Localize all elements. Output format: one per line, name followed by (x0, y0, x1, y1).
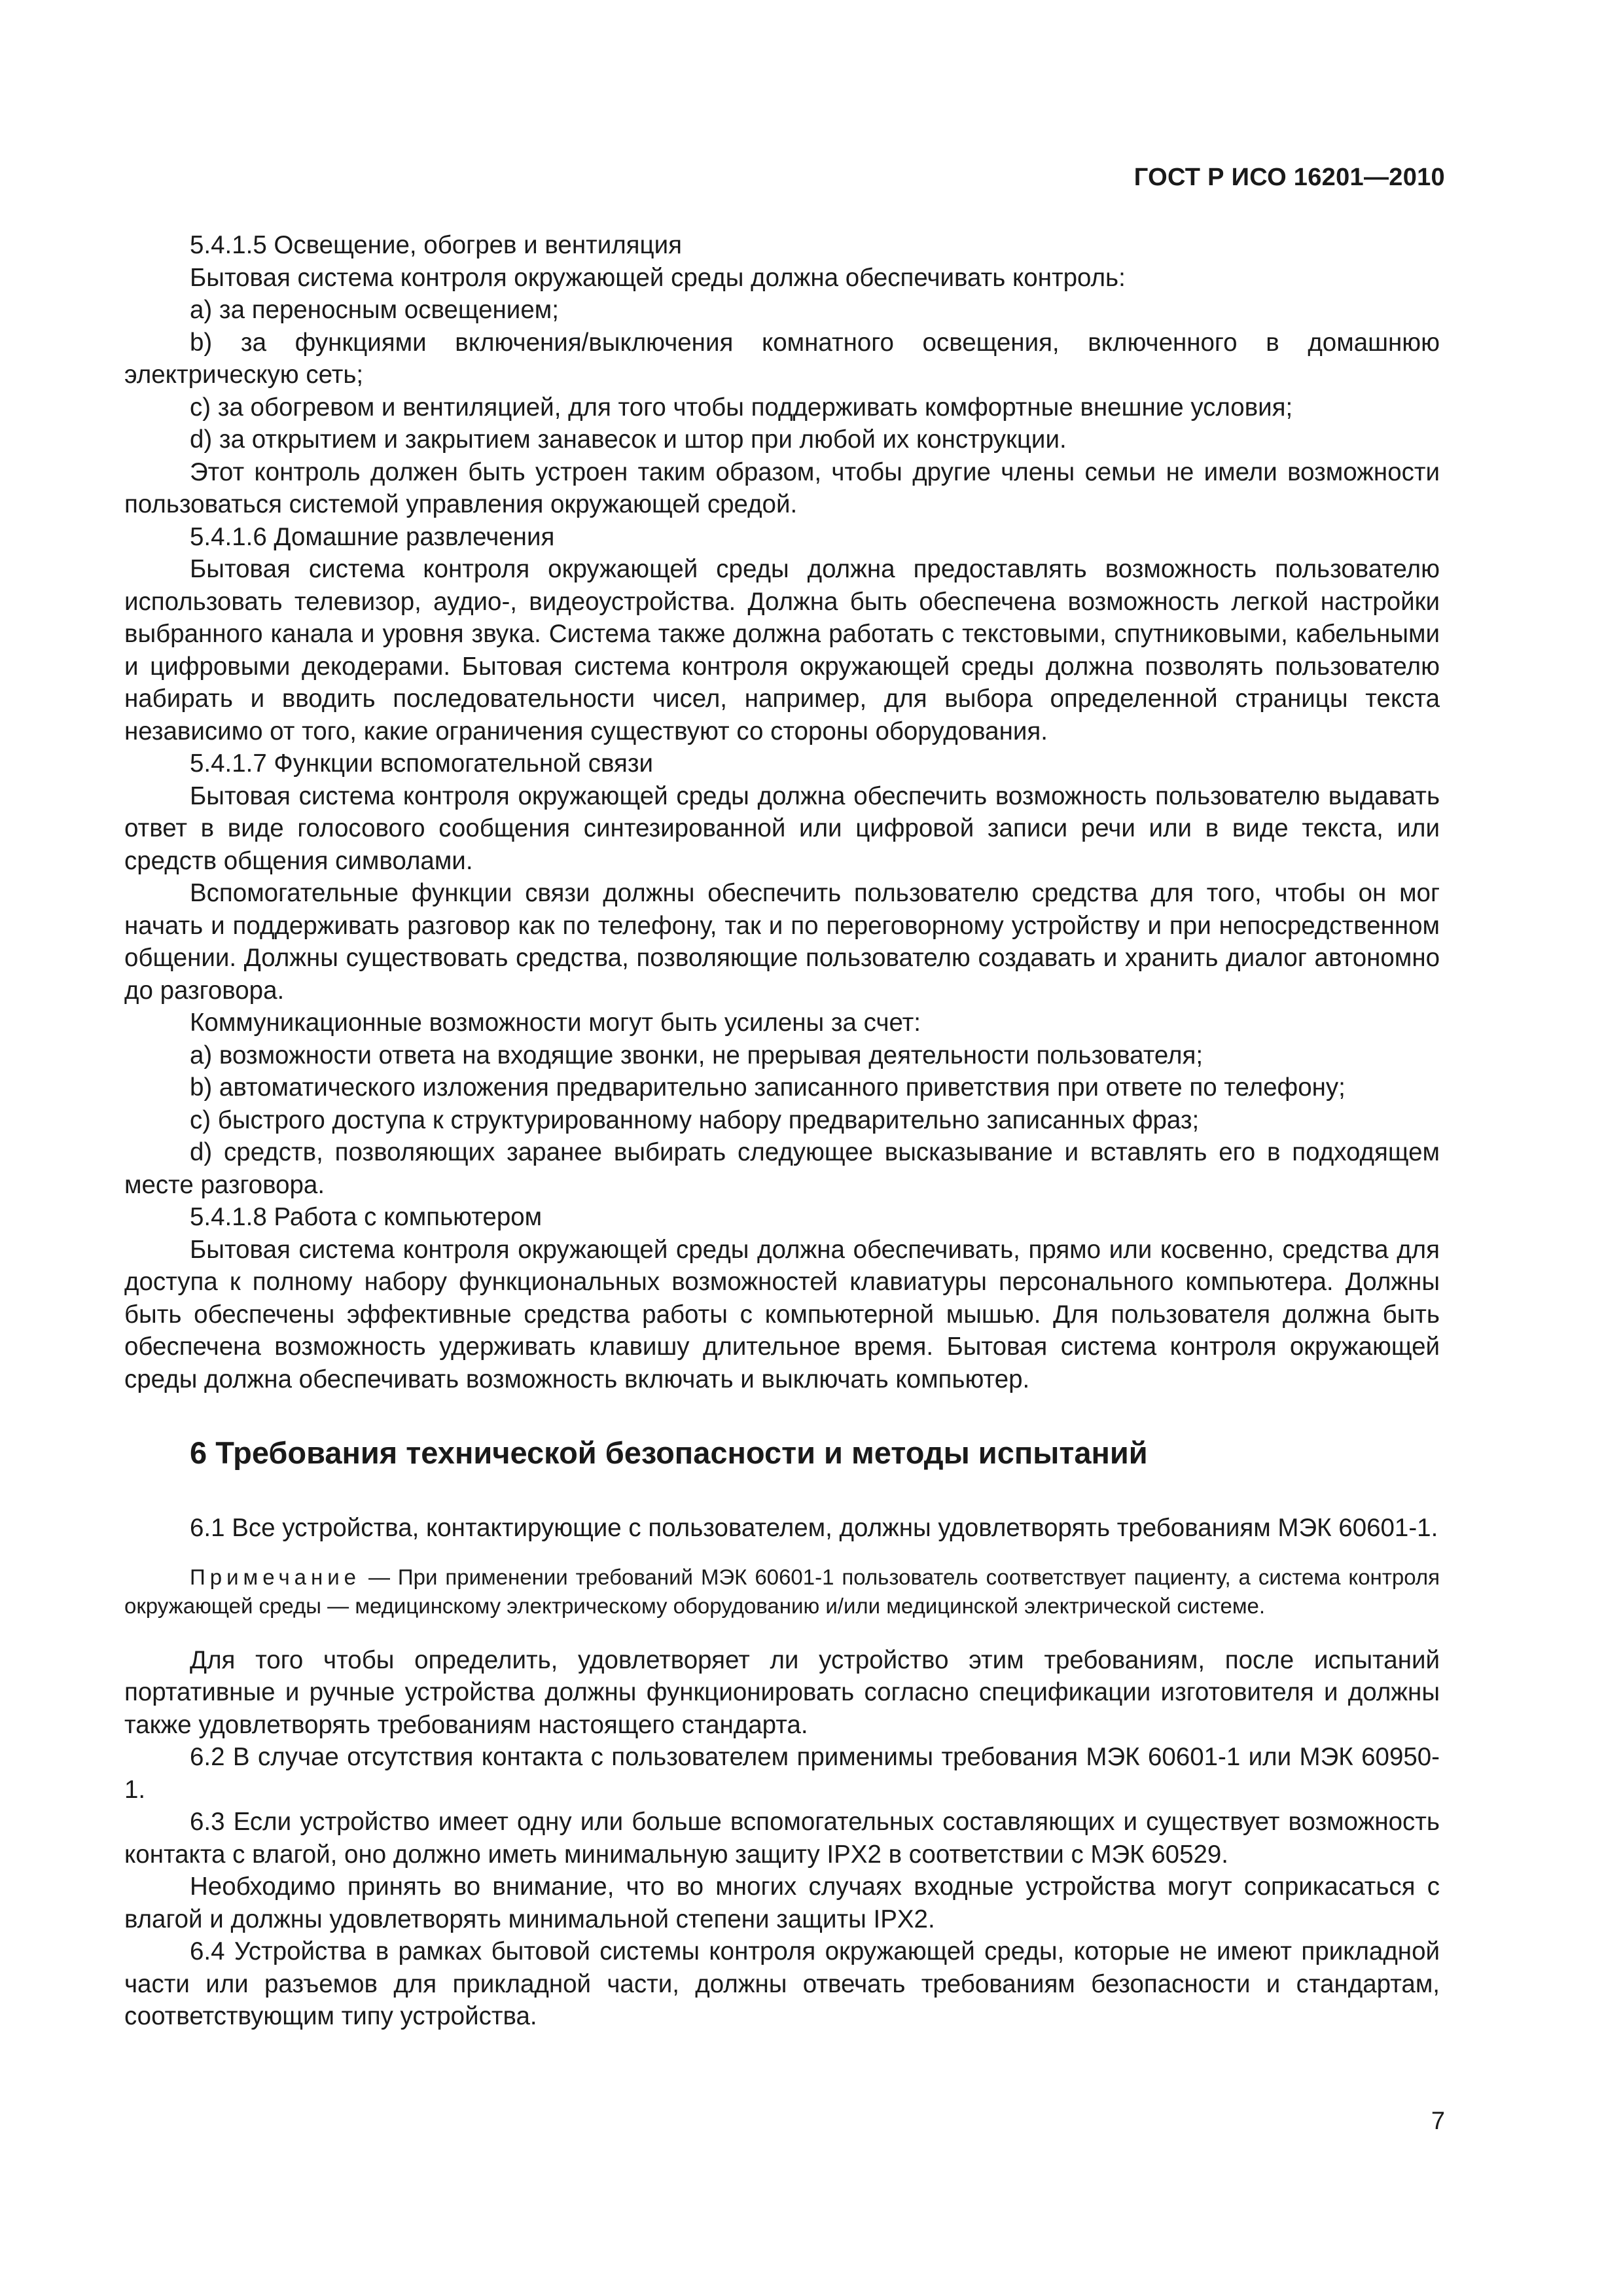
section-6-heading: 6 Требования технической безопасности и методы испытаний (190, 1435, 1148, 1470)
list-item: d) за открытием и закрытием занавесок и штор при любой их конструкции. (190, 425, 1067, 454)
list-item: c) за обогревом и вентиляцией, для того чтобы поддерживать комфортные внешние условия; (190, 393, 1293, 422)
paragraph: Бытовая система контроля окружающей среды должна обеспечивать, прямо или косвенно, средства для доступа к полному набору функциональных возможностей клавиатуры персонального компьютера. Должны быть обеспечены эффективные средства работы с компьютерной мышью. Для пользователя должна быть обеспечена возможность удерживать клавишу длительное время. Бытовая система контроля окружающей среды должна обеспечивать возможность включать и выключать компьютер. (124, 1235, 1440, 1393)
list-item: a) за переносным освещением; (190, 296, 559, 324)
list-item: b) за функциями включения/выключения комнатного освещения, включенного в домашнюю электрическую сеть; (124, 328, 1440, 389)
paragraph: Необходимо принять во внимание, что во многих случаях входные устройства могут соприкасаться с влагой и должны удовлетворять минимальной степени защиты IPX2. (124, 1873, 1440, 1933)
note-label: Примечание (190, 1564, 361, 1589)
clause-5-4-1-6-title: 5.4.1.6 Домашние развлечения (190, 522, 555, 551)
list-item: b) автоматического изложения предварительно записанного приветствия при ответе по телефону; (190, 1073, 1346, 1102)
paragraph: Вспомогательные функции связи должны обеспечить пользователю средства для того, чтобы он мог начать и поддерживать разговор как по телефону, так и по переговорному устройству и при непосредственном общении. Должны существовать средства, позволяющие пользователю создавать и хранить диалог автономно до разговора. (124, 879, 1440, 1005)
page-number: 7 (1431, 2108, 1445, 2135)
clause-5-4-1-8-title: 5.4.1.8 Работа с компьютером (190, 1203, 543, 1231)
clause-5-4-1-7-title: 5.4.1.7 Функции вспомогательной связи (190, 749, 654, 778)
list-item: c) быстрого доступа к структурированному набору предварительно записанных фраз; (190, 1105, 1200, 1134)
standard-id-header: ГОСТ Р ИСО 16201—2010 (1133, 164, 1445, 191)
paragraph: Коммуникационные возможности могут быть усилены за счет: (190, 1009, 921, 1037)
clause-5-4-1-5-title: 5.4.1.5 Освещение, обогрев и вентиляция (190, 231, 682, 259)
note-text: — При применении требований МЭК 60601-1 пользователь соответствует пациенту, а система контроля окружающей среды — медицинскому электрическому оборудованию и/или медицинской электрической системе. (124, 1564, 1440, 1618)
paragraph: Бытовая система контроля окружающей среды должна предоставлять возможность пользователю использовать телевизор, аудио-, видеоустройства. Должна быть обеспечена возможность легкой настройки выбранного канала и уровня звука. Система также должна работать с текстовыми, спутниковыми, кабельными и цифровыми декодерами. Бытовая система контроля окружающей среды должна позволять пользователю набирать и вводить последовательности чисел, например, для выбора определенной страницы текста независимо от того, какие ограничения существуют со стороны оборудования. (124, 555, 1440, 745)
paragraph: Этот контроль должен быть устроен таким образом, чтобы другие члены семьи не имели возможности пользоваться системой управления окружающей средой. (124, 457, 1440, 518)
paragraph: Бытовая система контроля окружающей среды должна обеспечить возможность пользователю выдавать ответ в виде голосового сообщения синтезированной или цифровой записи речи или в виде текста, или средств общения символами. (124, 781, 1440, 875)
paragraph: Для того чтобы определить, удовлетворяет ли устройство этим требованиям, после испытаний портативные и ручные устройства должны функционировать согласно спецификации изготовителя и должны также удовлетворять требованиям настоящего стандарта. (124, 1645, 1440, 1739)
note (124, 1563, 1440, 1621)
document-body (124, 229, 1440, 2033)
list-item: d) средств, позволяющих заранее выбирать следующее высказывание и вставлять его в подходящем месте разговора. (124, 1138, 1440, 1199)
clause-6-2: 6.2 В случае отсутствия контакта с пользователем применимы требования МЭК 60601-1 или МЭК 60950-1. (124, 1743, 1440, 1804)
clause-6-4: 6.4 Устройства в рамках бытовой системы контроля окружающей среды, которые не имеют прикладной части или разъемов для прикладной части, должны отвечать требованиям безопасности и стандартам, соответствующим типу устройства. (124, 1937, 1440, 2030)
list-item: a) возможности ответа на входящие звонки, не прерывая деятельности пользователя; (190, 1041, 1204, 1069)
clause-6-1: 6.1 Все устройства, контактирующие с пользователем, должны удовлетворять требованиям МЭК 60601-1. (190, 1514, 1438, 1542)
paragraph: Бытовая система контроля окружающей среды должна обеспечивать контроль: (190, 263, 1126, 292)
clause-6-3: 6.3 Если устройство имеет одну или больше вспомогательных составляющих и существует возможность контакта с влагой, оно должно иметь минимальную защиту IPX2 в соответствии с МЭК 60529. (124, 1808, 1440, 1869)
